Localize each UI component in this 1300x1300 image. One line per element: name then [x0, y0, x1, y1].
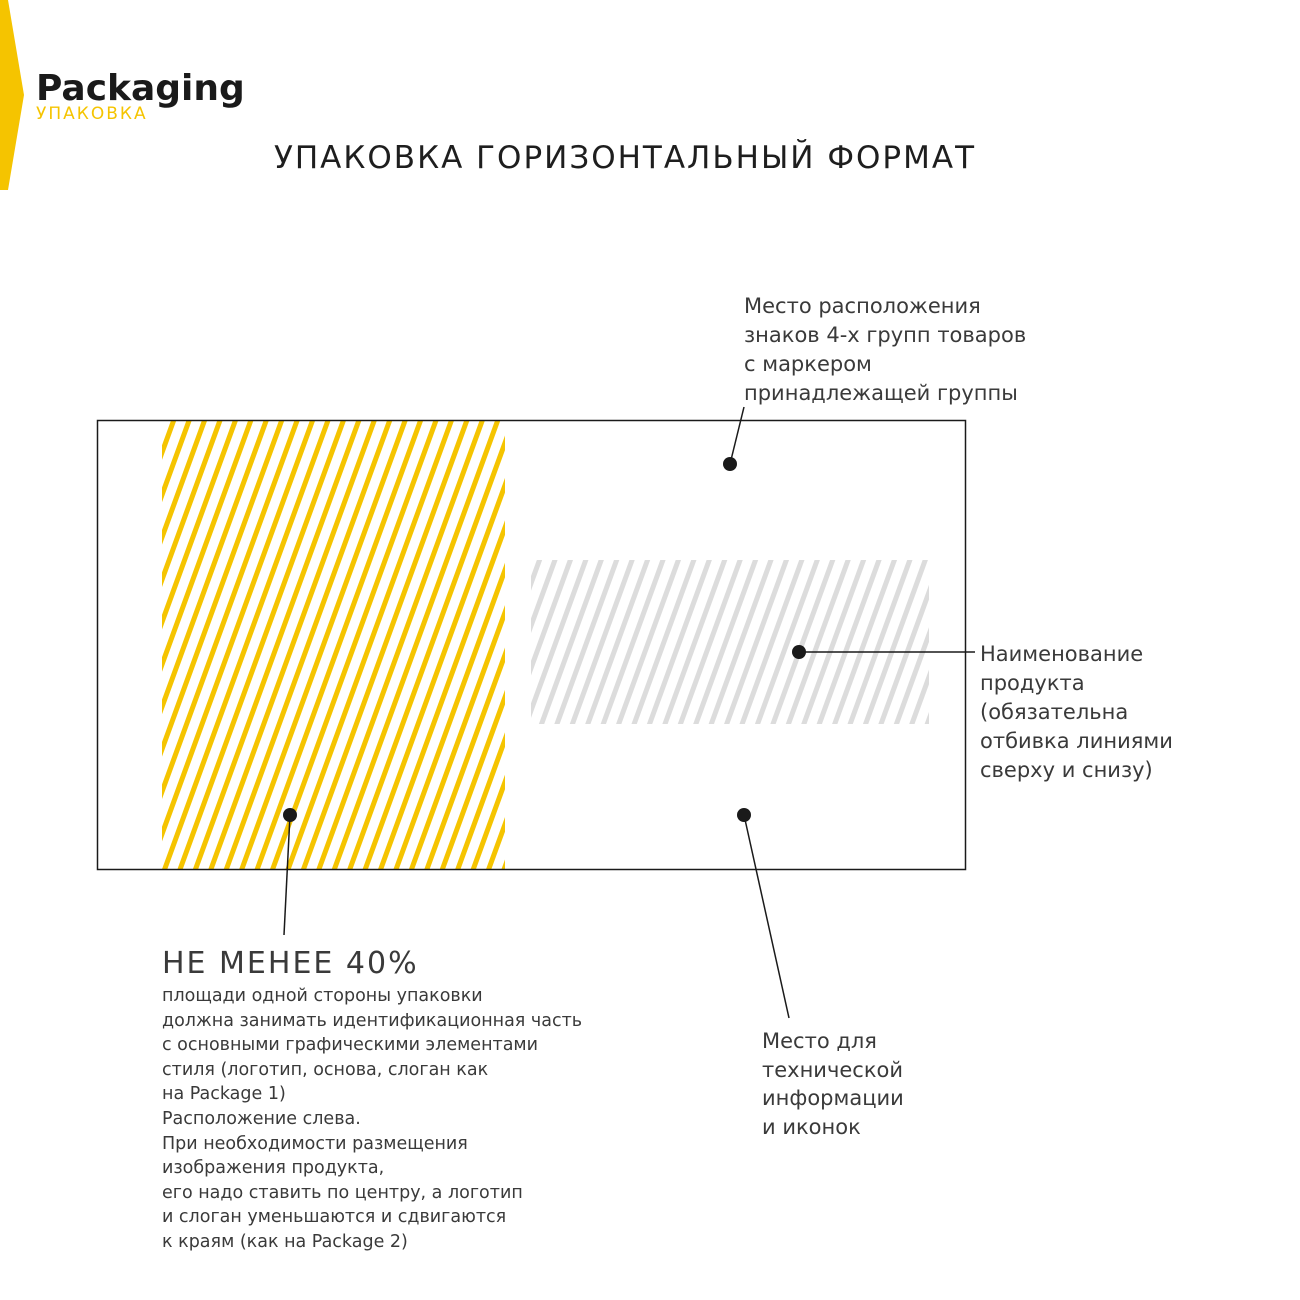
marker-dot-left	[283, 808, 297, 822]
marker-dot-top-right	[723, 457, 737, 471]
callout-technical-info: Место для технической информации и иконок	[762, 1029, 904, 1139]
product-name-zone	[531, 560, 929, 724]
marker-dot-bottom-right	[737, 808, 751, 822]
page-title: УПАКОВКА ГОРИЗОНТАЛЬНЫЙ ФОРМАТ	[273, 140, 977, 176]
callout-identification-heading: НЕ МЕНЕЕ 40%	[162, 946, 419, 981]
identification-zone	[162, 421, 505, 869]
callout-group-signs: Место расположения знаков 4-х групп товаров с маркером принадлежащей группы	[744, 294, 1027, 405]
leader-line-top-right	[730, 407, 744, 464]
callout-product-name: Наименование продукта (обязательна отбивка линиями сверху и снизу)	[980, 642, 1173, 782]
callout-identification-body: площади одной стороны упаковки должна занимать идентификационная часть с основными графическими элементами стиля (логотип, основа, слоган как на Package 1) Расположение слева. При необходимости размещения изображения продукта, его надо ставить по центру, а логотип и слоган уменьшаются и сдвигаются к краям (как на Package 2)	[162, 986, 583, 1252]
marker-dot-right	[792, 645, 806, 659]
section-title: Packaging	[36, 68, 245, 109]
leader-line-bottom-right	[744, 815, 789, 1018]
section-subtitle: УПАКОВКА	[36, 104, 148, 124]
